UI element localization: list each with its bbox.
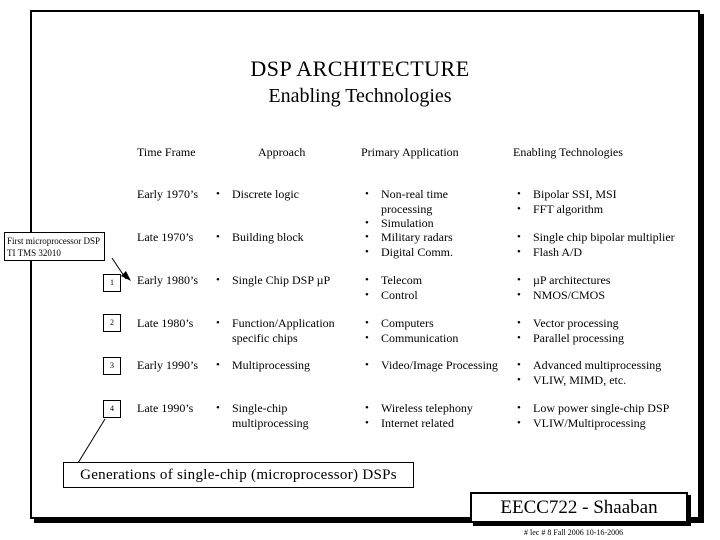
tech-item: • Flash A/D xyxy=(517,245,675,260)
approach-item: • Single-chip multiprocessing xyxy=(216,401,316,430)
application-item: • Video/Image Processing xyxy=(365,358,498,373)
application-item: • Military radars xyxy=(365,230,453,245)
row-0-tech xyxy=(517,187,617,216)
tech-item: • VLIW, MIMD, etc. xyxy=(517,373,661,388)
tech-item: • µP architectures xyxy=(517,273,610,288)
row-2-tech xyxy=(517,273,610,302)
approach-item: • Single Chip DSP µP xyxy=(216,273,330,288)
application-item: • Wireless telephony xyxy=(365,401,473,416)
row-1-application xyxy=(365,230,453,259)
row-0-time: Early 1970’s xyxy=(137,187,198,201)
first-microprocessor-note xyxy=(4,232,105,261)
tech-item: • FFT algorithm xyxy=(517,202,617,217)
header-time-frame: Time Frame xyxy=(137,145,196,159)
application-item: • Telecom xyxy=(365,273,422,288)
row-5-time: Late 1990’s xyxy=(137,401,194,415)
application-item: • Computers xyxy=(365,316,458,331)
generations-caption: Generations of single-chip (microprocessor) DSPs xyxy=(63,462,414,488)
application-item: • Non-real time processing xyxy=(365,187,490,216)
row-2-time: Early 1980’s xyxy=(137,273,198,287)
tech-item: • NMOS/CMOS xyxy=(517,288,610,303)
generation-badge-1: 1 xyxy=(103,274,121,292)
side-note-line1: First microprocessor DSP xyxy=(7,236,100,246)
approach-item: • Multiprocessing xyxy=(216,358,310,373)
row-2-approach xyxy=(216,273,330,288)
generation-badge-4: 4 xyxy=(103,400,121,418)
generation-badge-2: 2 xyxy=(103,314,121,332)
application-item: • Control xyxy=(365,288,422,303)
row-3-application xyxy=(365,316,458,345)
row-1-approach xyxy=(216,230,304,245)
row-3-time: Late 1980’s xyxy=(137,316,194,330)
tech-item: • Single chip bipolar multiplier xyxy=(517,230,675,245)
row-5-tech xyxy=(517,401,669,430)
generation-badge-3: 3 xyxy=(103,357,121,375)
tech-item: • VLIW/Multiprocessing xyxy=(517,416,669,431)
approach-item: • Discrete logic xyxy=(216,187,299,202)
tech-item: • Low power single-chip DSP xyxy=(517,401,669,416)
application-item: • Communication xyxy=(365,331,458,346)
row-3-approach xyxy=(216,316,346,345)
approach-item: • Function/Application specific chips xyxy=(216,316,346,345)
row-4-tech xyxy=(517,358,661,387)
tech-item: • Bipolar SSI, MSI xyxy=(517,187,617,202)
application-item: • Internet related xyxy=(365,416,473,431)
row-4-time: Early 1990’s xyxy=(137,358,198,372)
header-enabling-technologies: Enabling Technologies xyxy=(513,145,623,159)
row-3-tech xyxy=(517,316,624,345)
row-4-application xyxy=(365,358,498,373)
row-0-application xyxy=(365,187,490,231)
application-item: • Digital Comm. xyxy=(365,245,453,260)
lecture-info: # lec # 8 Fall 2006 10-16-2006 xyxy=(524,528,624,537)
row-5-approach xyxy=(216,401,316,430)
course-footer: EECC722 - Shaaban xyxy=(470,492,688,523)
caption-connector xyxy=(78,419,105,463)
header-approach: Approach xyxy=(258,145,306,159)
tech-item: • Advanced multiprocessing xyxy=(517,358,661,373)
row-0-approach xyxy=(216,187,299,202)
application-item: • Simulation xyxy=(365,216,490,231)
arrow-head-icon xyxy=(121,271,131,281)
approach-item: • Building block xyxy=(216,230,304,245)
slide-title: DSP ARCHITECTURE xyxy=(250,56,470,81)
row-5-application xyxy=(365,401,473,430)
header-primary-application: Primary Application xyxy=(361,145,459,159)
side-note-line2: TI TMS 32010 xyxy=(7,248,61,258)
row-4-approach xyxy=(216,358,310,373)
tech-item: • Parallel processing xyxy=(517,331,624,346)
slide-subtitle: Enabling Technologies xyxy=(268,85,452,107)
row-2-application xyxy=(365,273,422,302)
row-1-tech xyxy=(517,230,675,259)
row-1-time: Late 1970’s xyxy=(137,230,194,244)
tech-item: • Vector processing xyxy=(517,316,624,331)
